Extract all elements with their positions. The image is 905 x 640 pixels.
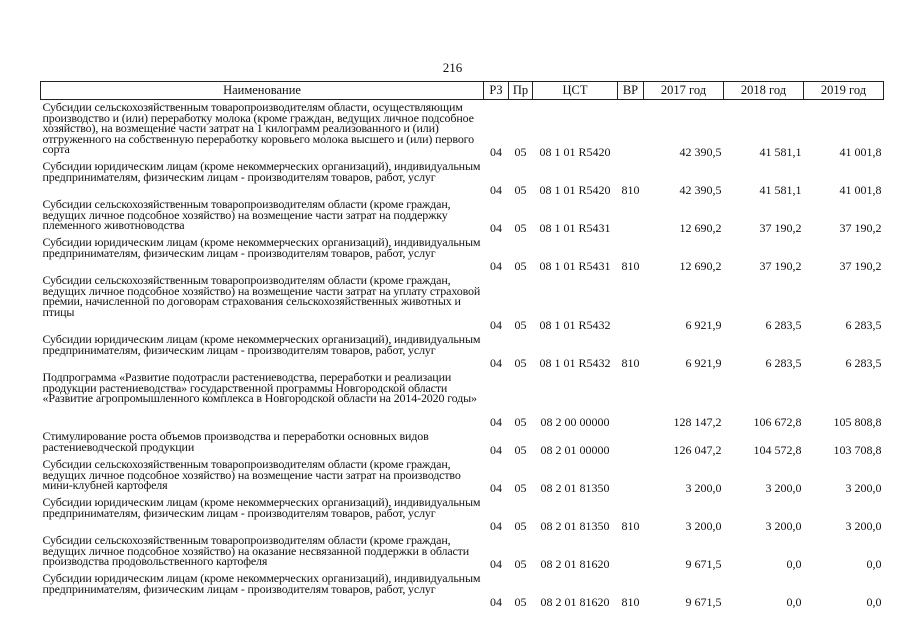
- table-cell-rz: 04: [490, 221, 502, 236]
- table-cell-2018: 3 200,0: [765, 481, 802, 496]
- table-cell-pr: 05: [514, 145, 527, 160]
- table-cell-2018: 0,0: [786, 557, 802, 572]
- table-cell-name: Субсидии юридическим лицам (кроме некоммерческих организаций), индивидуальным предпринимателям, физическим лицам - производителям товаров, работ, услуг: [42, 235, 481, 260]
- table-cell-2017: 3 200,0: [685, 481, 722, 496]
- table-cell-2018: 6 283,5: [765, 318, 802, 333]
- header-rz: РЗ: [484, 82, 509, 100]
- table-row: [41, 273, 884, 332]
- table-cell-2017: 12 690,2: [679, 221, 722, 236]
- table-cell-rz: 04: [490, 183, 502, 198]
- table-cell-2017: 42 390,5: [679, 183, 722, 198]
- table-cell-vr: [618, 429, 644, 457]
- table-header-row: [41, 82, 884, 100]
- table-cell-cst: 08 1 01 R5432: [539, 356, 611, 371]
- table-cell-rz: 04: [490, 259, 502, 274]
- table-cell-2019: 3 200,0: [845, 519, 882, 534]
- table-cell-2019: 6 283,5: [845, 356, 882, 371]
- table-cell-2018: 3 200,0: [765, 519, 802, 534]
- table-cell-name: Субсидии юридическим лицам (кроме некоммерческих организаций), индивидуальным предпринимателям, физическим лицам - производителям товаров, работ, услуг: [42, 571, 481, 596]
- table-cell-rz: 04: [490, 519, 502, 534]
- table-cell-pr: 05: [514, 481, 527, 496]
- table-cell-vr: [618, 457, 644, 495]
- table-cell-name: Подпрограмма «Развитие подотрасли растениеводства, переработки и реализации продукции растениеводства» государственной программы Новгородской области «Развитие агропромышленного комплекса в Новгородской области на 2014-2020 годы»: [42, 370, 477, 406]
- budget-table: [40, 81, 884, 609]
- table-cell-2019: 37 190,2: [839, 221, 882, 236]
- table-cell-rz: 04: [490, 595, 502, 610]
- table-cell-2017: 128 147,2: [673, 415, 722, 430]
- table-cell-name: Субсидии сельскохозяйственным товаропроизводителям области, осуществляющим производство и (или) переработку молока (кроме граждан, ведущих личное подсобное хозяйство), на возмещение части затрат на 1 килограмм реализованного и (или) отгруженного на собственную переработку коровьего молока высшего и (или) первого сорта: [42, 100, 475, 157]
- table-cell-pr: 05: [514, 519, 527, 534]
- table-row: [41, 197, 884, 235]
- table-cell-cst: 08 2 01 81620: [540, 557, 610, 572]
- table-row: [41, 370, 884, 429]
- table-cell-vr: 810: [621, 356, 640, 371]
- table-cell-cst: 08 2 01 00000: [540, 443, 610, 458]
- table-body: [41, 100, 884, 610]
- table-cell-name: Субсидии юридическим лицам (кроме некоммерческих организаций), индивидуальным предпринимателям, физическим лицам - производителям товаров, работ, услуг: [42, 495, 481, 520]
- table-cell-2018: 104 572,8: [753, 443, 802, 458]
- table-cell-vr: [618, 197, 644, 235]
- table-row: [41, 533, 884, 571]
- table-cell-2017: 42 390,5: [679, 145, 722, 160]
- table-cell-2017: 12 690,2: [679, 259, 722, 274]
- table-row: [41, 457, 884, 495]
- table-cell-cst: 08 1 01 R5432: [539, 318, 611, 333]
- header-name: Наименование: [41, 82, 484, 100]
- table-cell-2017: 6 921,9: [685, 318, 722, 333]
- table-cell-cst: 08 1 01 R5431: [539, 221, 611, 236]
- page-number: 216: [442, 60, 463, 75]
- table-cell-2017: 3 200,0: [685, 519, 722, 534]
- table-row: [41, 100, 884, 160]
- table-cell-2019: 3 200,0: [845, 481, 882, 496]
- table-cell-pr: 05: [514, 221, 527, 236]
- table-cell-vr: [618, 533, 644, 571]
- table-cell-name: Субсидии сельскохозяйственным товаропроизводителям области (кроме граждан, ведущих личное подсобное хозяйство) на возмещение части затрат на производство мини-клубней картофеля: [42, 457, 461, 493]
- table-cell-name: Субсидии сельскохозяйственным товаропроизводителям области (кроме граждан, ведущих личное подсобное хозяйство) на возмещение части затрат на уплату страховой премии, начисленной по договорам страхования сельскохозяйственных животных и птицы: [42, 273, 481, 319]
- header-2019: 2019 год: [804, 82, 884, 100]
- table-cell-rz: 04: [490, 145, 502, 160]
- table-cell-pr: 05: [514, 595, 527, 610]
- table-row: [41, 571, 884, 609]
- table-cell-rz: 04: [490, 318, 502, 333]
- table-cell-2018: 41 581,1: [759, 145, 802, 160]
- header-cst: ЦСТ: [533, 82, 618, 100]
- table-cell-2018: 106 672,8: [753, 415, 802, 430]
- table-cell-cst: 08 1 01 R5420: [539, 145, 611, 160]
- table-cell-name: Субсидии юридическим лицам (кроме некоммерческих организаций), индивидуальным предпринимателям, физическим лицам - производителям товаров, работ, услуг: [42, 332, 481, 357]
- table-cell-pr: 05: [514, 443, 527, 458]
- table-row: [41, 332, 884, 370]
- table-cell-2019: 0,0: [866, 595, 882, 610]
- table-cell-vr: 810: [621, 519, 640, 534]
- table-cell-cst: 08 2 00 00000: [540, 415, 610, 430]
- table-cell-cst: 08 2 01 81350: [540, 481, 610, 496]
- table-cell-name: Субсидии юридическим лицам (кроме некоммерческих организаций), индивидуальным предпринимателям, физическим лицам - производителям товаров, работ, услуг: [42, 159, 481, 184]
- table-cell-vr: [618, 273, 644, 332]
- table-row: [41, 495, 884, 533]
- table-cell-vr: 810: [621, 259, 640, 274]
- table-cell-name: Стимулирование роста объемов производства и переработки основных видов растениеводческой продукции: [42, 429, 429, 454]
- header-2018: 2018 год: [724, 82, 804, 100]
- table-row: [41, 235, 884, 273]
- table-cell-vr: [618, 370, 644, 429]
- table-cell-vr: [618, 100, 644, 160]
- table-cell-2018: 37 190,2: [759, 259, 802, 274]
- table-cell-vr: 810: [621, 595, 640, 610]
- table-cell-2017: 9 671,5: [685, 557, 722, 572]
- header-pr: Пр: [509, 82, 533, 100]
- table-cell-2019: 105 808,8: [833, 415, 882, 430]
- table-cell-pr: 05: [514, 183, 527, 198]
- table-cell-2018: 41 581,1: [759, 183, 802, 198]
- table-cell-2017: 9 671,5: [685, 595, 722, 610]
- table-cell-rz: 04: [490, 415, 502, 430]
- table-cell-cst: 08 2 01 81350: [540, 519, 610, 534]
- table-cell-2019: 0,0: [866, 557, 882, 572]
- table-cell-2019: 37 190,2: [839, 259, 882, 274]
- table-cell-name: Субсидии сельскохозяйственным товаропроизводителям области (кроме граждан, ведущих личное подсобное хозяйство) на оказание несвязанной поддержки в области производства продовольственного картофеля: [42, 533, 470, 569]
- table-cell-rz: 04: [490, 356, 502, 371]
- table-cell-2018: 0,0: [786, 595, 802, 610]
- table-cell-2019: 103 708,8: [833, 443, 882, 458]
- table-cell-2017: 126 047,2: [673, 443, 722, 458]
- table-row: [41, 159, 884, 197]
- table-cell-2017: 6 921,9: [685, 356, 722, 371]
- table-cell-pr: 05: [514, 259, 527, 274]
- table-cell-cst: 08 1 01 R5431: [539, 259, 611, 274]
- table-cell-2019: 41 001,8: [839, 145, 882, 160]
- table-cell-cst: 08 1 01 R5420: [539, 183, 611, 198]
- table-cell-rz: 04: [490, 557, 502, 572]
- table-cell-rz: 04: [490, 481, 502, 496]
- table-cell-name: Субсидии сельскохозяйственным товаропроизводителям области (кроме граждан, ведущих личное подсобное хозяйство) на возмещение части затрат на поддержку племенного животноводства: [42, 197, 451, 233]
- table-cell-pr: 05: [514, 557, 527, 572]
- table-cell-vr: 810: [621, 183, 640, 198]
- table-cell-rz: 04: [490, 443, 502, 458]
- table-cell-pr: 05: [514, 318, 527, 333]
- table-cell-2018: 37 190,2: [759, 221, 802, 236]
- table-row: [41, 429, 884, 457]
- header-vr: ВР: [618, 82, 644, 100]
- table-cell-2019: 41 001,8: [839, 183, 882, 198]
- table-cell-2018: 6 283,5: [765, 356, 802, 371]
- table-cell-pr: 05: [514, 356, 527, 371]
- table-cell-cst: 08 2 01 81620: [540, 595, 610, 610]
- header-2017: 2017 год: [644, 82, 724, 100]
- table-cell-pr: 05: [514, 415, 527, 430]
- table-cell-2019: 6 283,5: [845, 318, 882, 333]
